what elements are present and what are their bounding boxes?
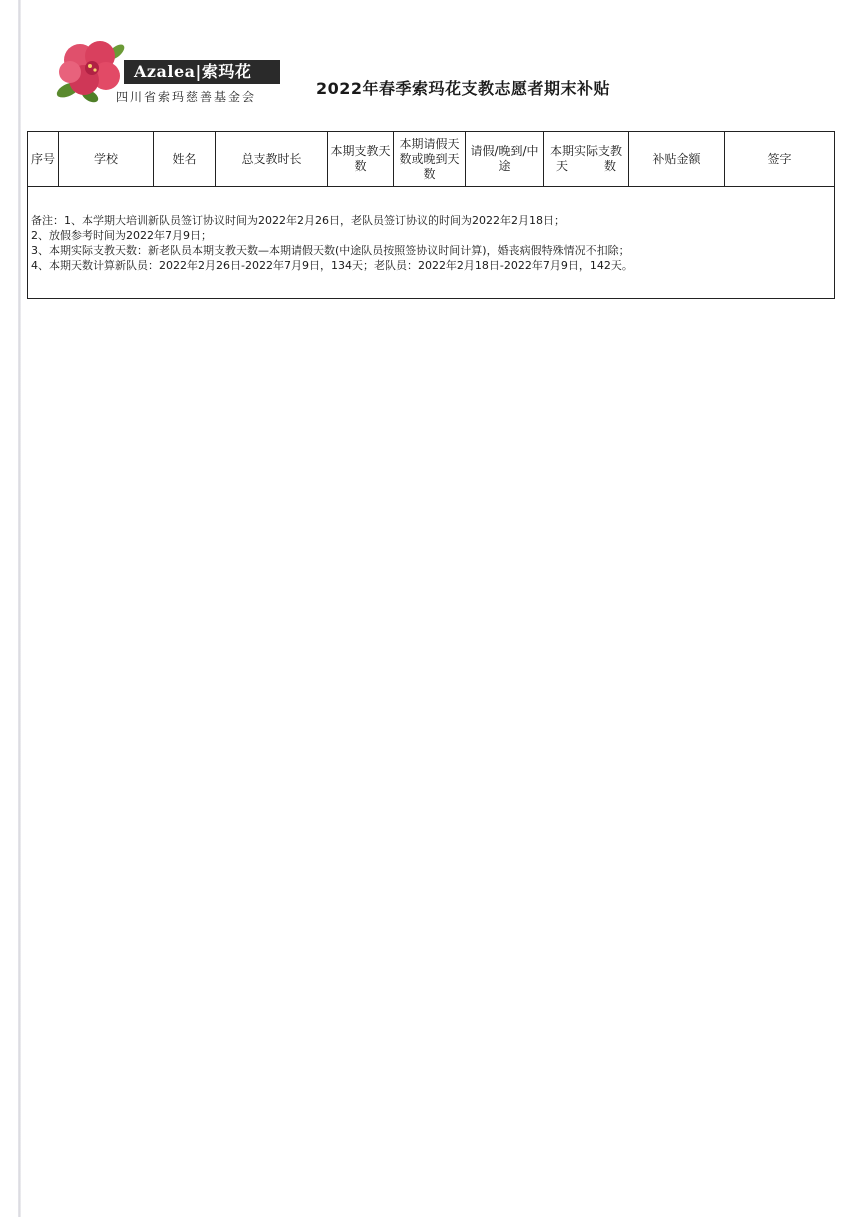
scan-edge [18, 0, 21, 1217]
note-line: 备注：1、本学期大培训新队员签订协议时间为2022年2月26日，老队员签订协议的时间为2022年2月18日； [31, 214, 565, 227]
note-line: 3、本期实际支教天数：新老队员本期支教天数—本期请假天数(中途队员按照签协议时间计算)，婚丧病假特殊情况不扣除； [31, 244, 630, 257]
header-name: 姓名 [154, 132, 216, 186]
note-line: 2、放假参考时间为2022年7月9日； [31, 229, 212, 242]
note-line: 4、本期天数计算新队员：2022年2月26日-2022年7月9日，134天；老队员：2022年2月18日-2022年7月9日，142天。 [31, 259, 633, 272]
header-teaching-days: 本期支教天数 [328, 132, 394, 186]
header-total-duration: 总支教时长 [216, 132, 328, 186]
table-header-row [28, 132, 834, 187]
header-subsidy-amount: 补贴金额 [629, 132, 725, 186]
subsidy-table [27, 131, 835, 299]
header-leave-type: 请假/晚到/中途 [466, 132, 544, 186]
logo-brand-banner: Azalea|索玛花 [124, 60, 280, 84]
header-actual-days: 本期实际支教天 数 [544, 132, 629, 186]
header-school: 学校 [59, 132, 154, 186]
foundation-logo [54, 38, 284, 108]
header-leave-days: 本期请假天数或晚到天数 [394, 132, 466, 186]
document-title: 2022年春季索玛花支教志愿者期末补贴 [316, 79, 611, 98]
logo-org-name: 四川省索玛慈善基金会 [116, 90, 257, 104]
table-notes [28, 187, 834, 273]
header-index: 序号 [28, 132, 59, 186]
header-signature: 签字 [767, 151, 792, 166]
